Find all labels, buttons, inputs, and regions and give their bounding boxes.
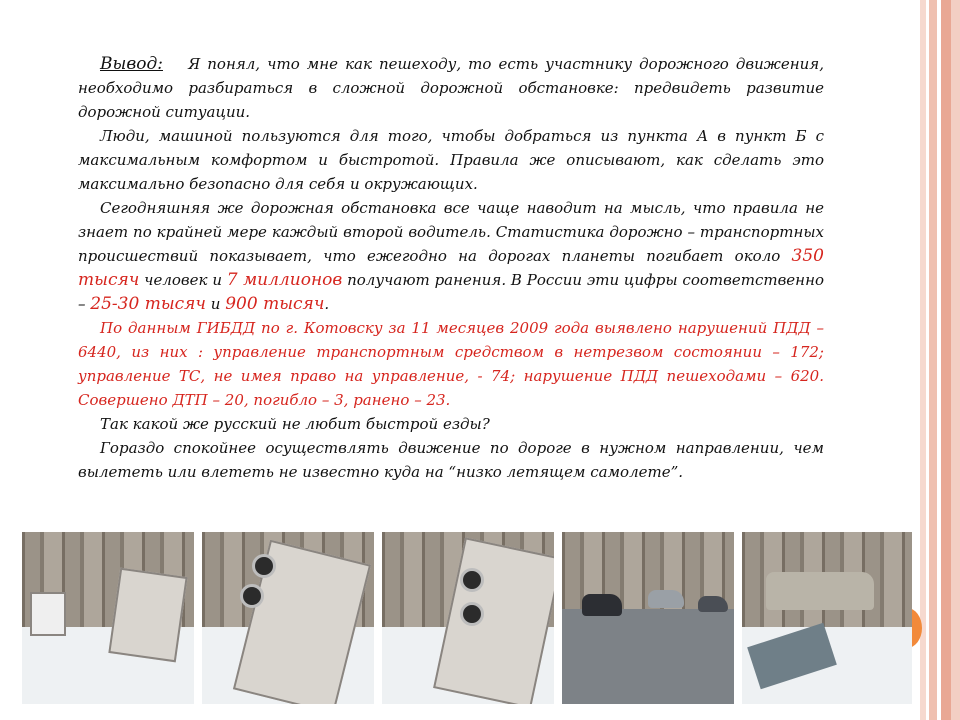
wheel-shape — [460, 568, 484, 592]
paragraph-text: Я понял, что мне как пешеходу, то есть участнику дорожного движения, необходимо разбираться в сложной дорожной обстановке: предвидеть развитие дорожной ситуации. — [78, 55, 824, 121]
paragraph-closing: Гораздо спокойнее осуществлять движение по дороге в нужном направлении, чем вылететь или влететь не известно куда на “низко летящем самолете”. — [78, 439, 824, 481]
conclusion-paragraph — [78, 52, 824, 124]
paragraph-text: человек и — [139, 271, 227, 289]
trailer-shape — [108, 568, 187, 663]
stat-deaths-world: 350 тысяч — [78, 246, 824, 290]
photo-truck-wheels-up — [202, 532, 374, 704]
paragraph-text: Сегодняшняя же дорожная обстановка все чаще наводит на мысль, что правила не знает по крайней мере каждый второй водитель. Статистика дорожно – транспортных происшествий показывает, что ежегодно на дорогах планеты погибает около — [78, 199, 824, 265]
paragraph-question: Так какой же русский не любит быстрой езды? — [100, 415, 490, 433]
car-shape — [582, 594, 622, 616]
paragraph-people: Люди, машиной пользуются для того, чтобы добраться из пункта А в пункт Б с максимальным комфортом и быстротой. Правила же описывают, как сделать это максимально безопасно для себя и окружающих. — [78, 127, 824, 193]
slide-text — [78, 52, 824, 484]
stat-injuries-world: 7 миллионов — [226, 270, 343, 290]
paragraph-gibdd-data: По данным ГИБДД по г. Котовску за 11 месяцев 2009 года выявлено нарушений ПДД – 6440, из них : управление транспортным средством в нетрезвом состоянии – 172; управление ТС, не имея право на управление, - 74; нарушение ПДД пешеходами – 620. Совершено ДТП – 20, погибло – 3, ранено – 23. — [78, 319, 824, 409]
stripe — [951, 0, 960, 720]
car-shape — [698, 596, 728, 612]
photo-truck-overturned — [382, 532, 554, 704]
wheel-shape — [460, 602, 484, 626]
paragraph-text: . — [324, 295, 330, 313]
photo-wrecked-car — [742, 532, 912, 704]
car-shape — [766, 572, 874, 610]
paragraph-text: и — [206, 295, 226, 313]
stripe — [941, 0, 951, 720]
photo-highway-crash — [562, 532, 734, 704]
wheel-shape — [240, 584, 264, 608]
stripe — [929, 0, 937, 720]
car-shape — [648, 590, 684, 608]
van-shape — [30, 592, 66, 636]
decorative-stripes — [920, 0, 960, 720]
stat-deaths-russia: 25-30 тысяч — [90, 294, 207, 314]
accident-photos — [22, 532, 912, 704]
wheel-shape — [252, 554, 276, 578]
photo-overturned-van — [22, 532, 194, 704]
paragraph-statistics — [78, 196, 824, 316]
stat-injuries-russia: 900 тысяч — [225, 294, 325, 314]
conclusion-heading: Вывод: — [100, 54, 163, 74]
paragraph-text: получают ранения. В России эти цифры соответственно – — [78, 271, 824, 313]
